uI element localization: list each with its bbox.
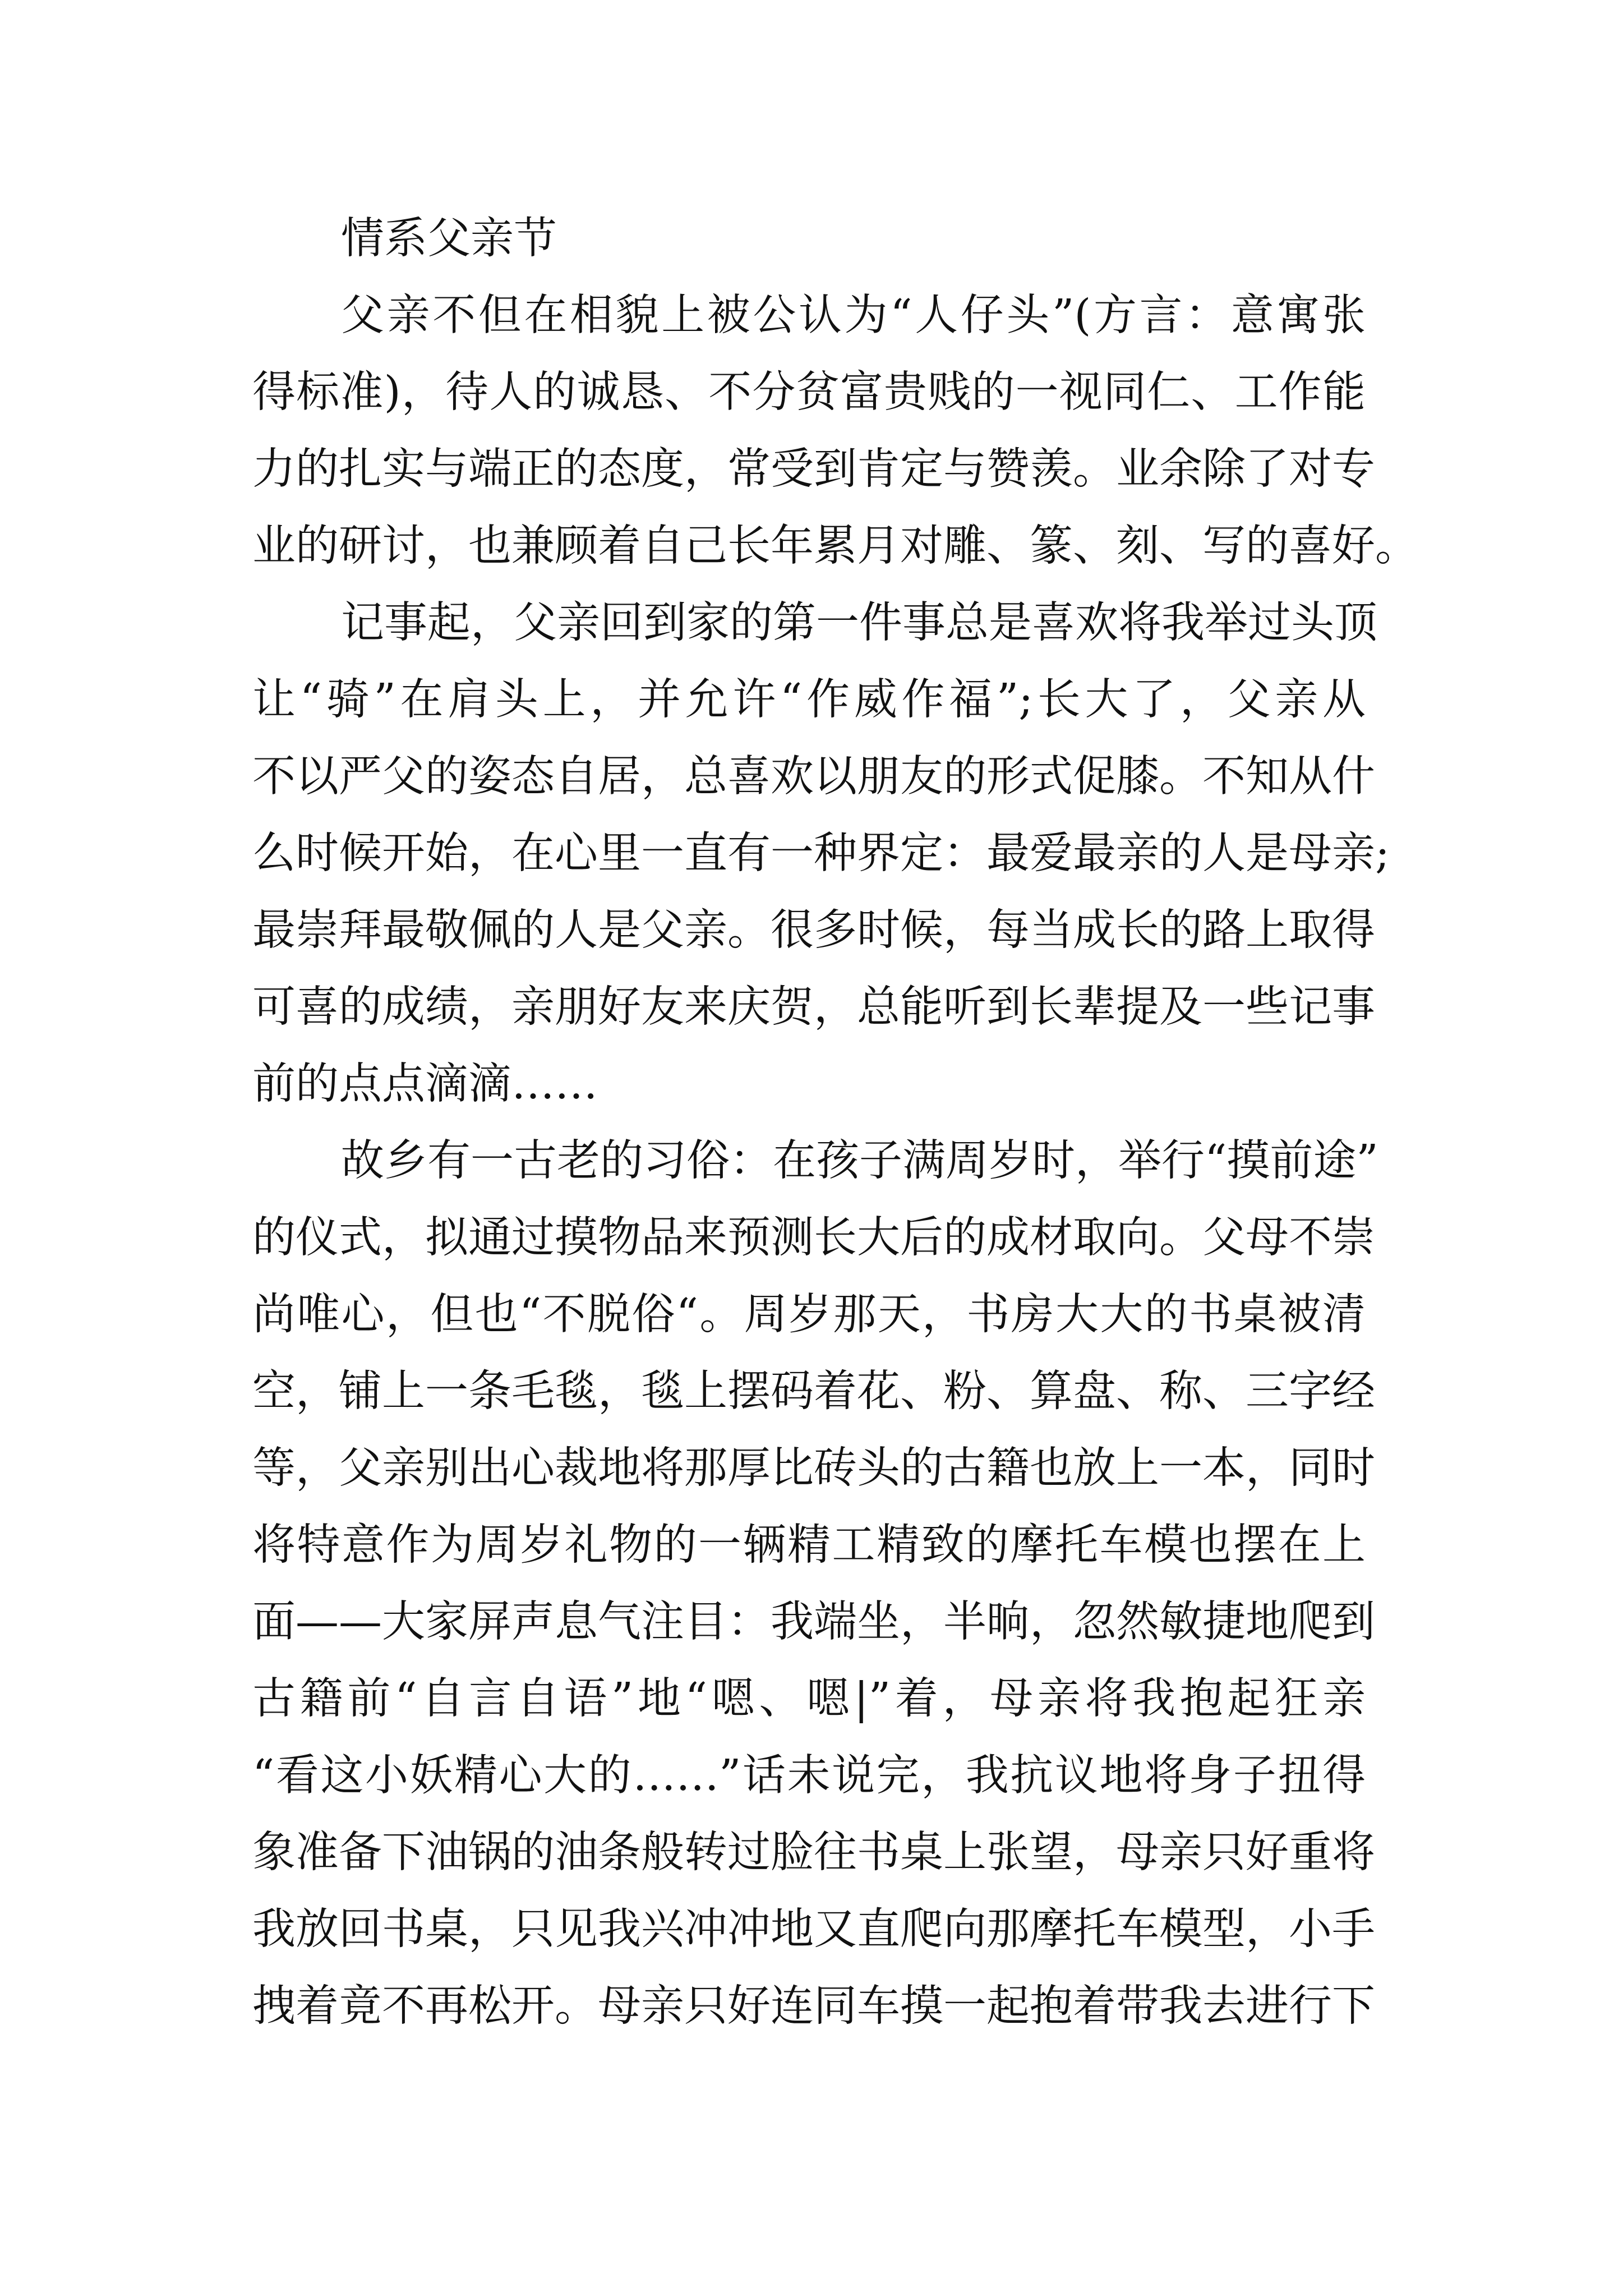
paragraph-3-line-2: 的仪式，拟通过摸物品来预测长大后的成材取向。父母不崇	[252, 1213, 1375, 1263]
paragraph-1-line-2: 得标准)，待人的诚恳、不分贫富贵贱的一视同仁、工作能	[252, 367, 1366, 417]
paragraph-1-line-1: 父亲不但在相貌上被公认为“人仔头”(方言：意寓张	[341, 291, 1366, 341]
paragraph-3-line-1: 故乡有一古老的习俗：在孩子满周岁时，举行“摸前途”	[341, 1136, 1378, 1186]
paragraph-3-line-5: 等，父亲别出心裁地将那厚比砖头的古籍也放上一本，同时	[252, 1443, 1375, 1493]
paragraph-2-line-5: 最崇拜最敬佩的人是父亲。很多时候，每当成长的路上取得	[252, 905, 1375, 955]
paragraph-2-line-3: 不以严父的姿态自居，总喜欢以朋友的形式促膝。不知从什	[252, 752, 1375, 802]
paragraph-2-line-1: 记事起，父亲回到家的第一件事总是喜欢将我举过头顶	[341, 598, 1377, 648]
paragraph-2-line-6: 可喜的成绩，亲朋好友来庆贺，总能听到长辈提及一些记事	[252, 982, 1375, 1032]
paragraph-3-line-3: 尚唯心，但也“不脱俗“。周岁那天，书房大大的书桌被清	[252, 1290, 1366, 1340]
paragraph-3-line-9: “看这小妖精心大的……”话未说完，我抗议地将身子扭得	[252, 1751, 1366, 1801]
paragraph-1-line-4: 业的研讨，也兼顾着自己长年累月对雕、篆、刻、写的喜好。	[252, 521, 1418, 571]
paragraph-3-line-4: 空，铺上一条毛毯，毯上摆码着花、粉、算盘、称、三字经	[252, 1366, 1375, 1416]
paragraph-1-line-3: 力的扎实与端正的态度，常受到肯定与赞羡。业余除了对专	[252, 444, 1375, 494]
paragraph-2-line-4: 么时候开始，在心里一直有一种界定：最爱最亲的人是母亲;	[252, 829, 1390, 878]
paragraph-2-line-2: 让“骑”在肩头上，并允许“作威作福”;长大了，父亲从	[252, 675, 1366, 725]
paragraph-3-line-10: 象准备下油锅的油条般转过脸往书桌上张望，母亲只好重将	[252, 1828, 1375, 1878]
paragraph-2-line-7: 前的点点滴滴……	[252, 1059, 598, 1109]
document-body	[252, 212, 1418, 2033]
document-title: 情系父亲节	[341, 214, 557, 264]
paragraph-3-line-12: 拽着竟不再松开。母亲只好连同车摸一起抱着带我去进行下	[252, 1981, 1375, 2031]
paragraph-3-line-11: 我放回书桌，只见我兴冲冲地又直爬向那摩托车模型，小手	[252, 1904, 1375, 1954]
paragraph-3-line-8: 古籍前“自言自语”地“嗯、嗯|”着，母亲将我抱起狂亲	[252, 1674, 1366, 1724]
paragraph-3-line-6: 将特意作为周岁礼物的一辆精工精致的摩托车模也摆在上	[252, 1520, 1366, 1570]
paragraph-3-line-7: 面——大家屏声息气注目：我端坐，半晌，忽然敏捷地爬到	[252, 1597, 1375, 1647]
